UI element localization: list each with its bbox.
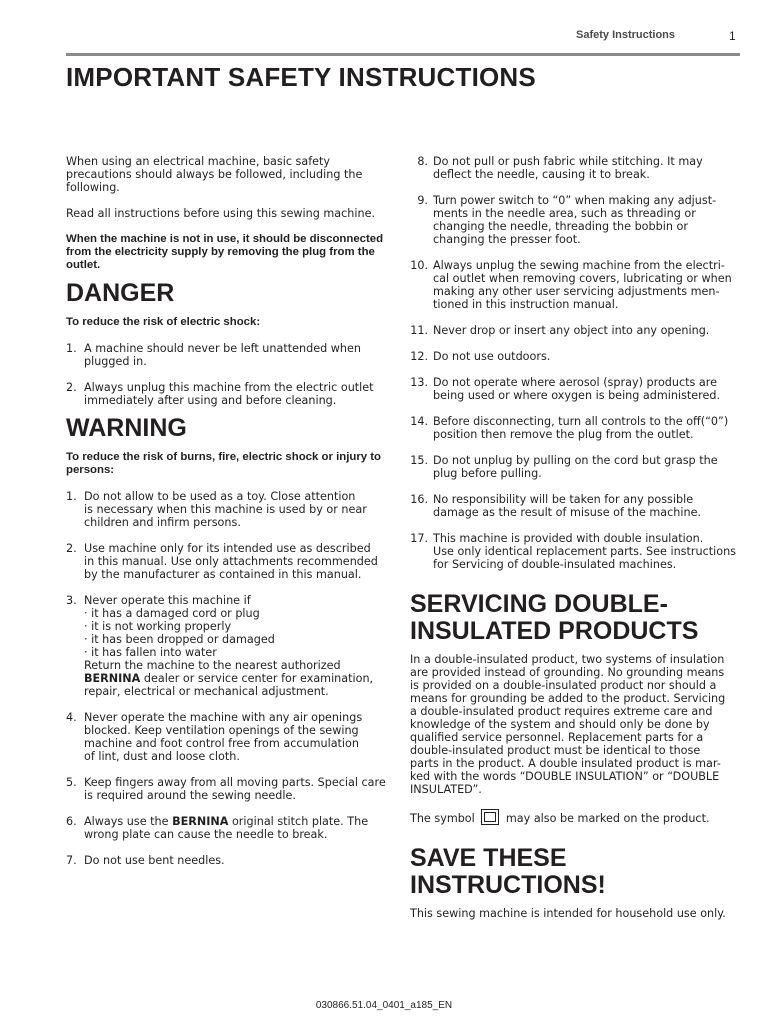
- danger-list: [66, 342, 400, 407]
- warning-item: 6. Always use the BERNINA original stitch plate. The wrong plate can cause the needle to break.: [66, 815, 369, 841]
- warning-subtitle: To reduce the risk of burns, fire, electric shock or injury to persons:: [66, 451, 382, 476]
- warning-item: 1. Do not allow to be used as a toy. Close attention is necessary when this machine is used by or near children and infirm persons.: [66, 490, 367, 529]
- warning-item: 7. Do not use bent needles.: [66, 854, 225, 867]
- warning-item: 17. This machine is provided with double insulation. Use only identical replacement parts. See instructions for Servicing of double-insulated machines.: [410, 532, 736, 571]
- servicing-heading: SERVICING DOUBLE- INSULATED PRODUCTS: [410, 590, 699, 645]
- warning-item: 13. Do not operate where aerosol (spray) products are being used or where oxygen is being administered.: [410, 376, 721, 402]
- danger-item: 1. A machine should never be left unattended when plugged in.: [66, 342, 361, 368]
- page-number: 1: [729, 29, 736, 43]
- document-code: 030866.51.04_0401_a185_EN: [315, 1000, 453, 1011]
- warning-item: 11. Never drop or insert any object into any opening.: [410, 324, 710, 337]
- danger-subtitle: To reduce the risk of electric shock:: [66, 316, 261, 328]
- warning-item: 5. Keep fingers away from all moving parts. Special care is required around the sewing needle.: [66, 776, 386, 802]
- warning-item: 3. Never operate this machine if · it has a damaged cord or plug · it is not working properly · it has been dropped or damaged · it has fallen into water Return the machine to the nearest authorized BERNINA dealer or service center for examination, repair, electrical or mechanical adjustment.: [66, 594, 374, 698]
- left-column: [66, 155, 400, 880]
- double-insulation-symbol-icon: [481, 809, 499, 825]
- intro-paragraph-2: Read all instructions before using this sewing machine.: [66, 207, 376, 220]
- save-heading: SAVE THESE INSTRUCTIONS!: [410, 844, 606, 899]
- warning-item: 2. Use machine only for its intended use as described in this manual. Use only attachments recommended by the manufacturer as contained in this manual.: [66, 542, 378, 581]
- warning-item: 10. Always unplug the sewing machine from the electri- cal outlet when removing covers, lubricating or when making any other user servicing adjustments men- tioned in this instruction manual.: [410, 259, 732, 311]
- warning-item: 8. Do not pull or push fabric while stitching. It may deflect the needle, causing it to break.: [417, 155, 703, 181]
- warning-item: 12. Do not use outdoors.: [410, 350, 551, 363]
- warning-item: 4. Never operate the machine with any air openings blocked. Keep ventilation openings of the sewing machine and foot control free from accumulation of lint, dust and loose cloth.: [66, 711, 363, 763]
- warning-item: 16. No responsibility will be taken for any possible damage as the result of misuse of the machine.: [410, 493, 702, 519]
- warning-heading: WARNING: [66, 414, 187, 442]
- danger-heading: DANGER: [66, 279, 175, 307]
- brand-name: BERNINA: [172, 815, 229, 828]
- danger-item: 2. Always unplug this machine from the electric outlet immediately after using and before cleaning.: [66, 381, 374, 407]
- warning-item: 9. Turn power switch to “0” when making any adjust- ments in the needle area, such as threading or changing the needle, threading the bobbin or changing the presser foot.: [417, 194, 717, 246]
- header-section-title: Safety Instructions: [576, 29, 676, 41]
- symbol-line: The symbol may also be marked on the product.: [410, 809, 744, 825]
- servicing-body: In a double-insulated product, two systems of insulation are provided instead of grounding. No grounding means is provided on a double-insulated product nor should a means for grounding be added to the product. Servicing a double-insulated product requires extreme care and knowledge of the system and should only be done by qualified service personnel. Replacement parts for a double-insulated product must be identical to those parts in the product. A double insulated product is mar- ked with the words “DOUBLE INSULATION” or “DOUBLE INSULATED”.: [410, 653, 726, 796]
- header-rule: [66, 53, 740, 56]
- brand-name: BERNINA: [84, 672, 141, 685]
- warning-item: 15. Do not unplug by pulling on the cord but grasp the plug before pulling.: [410, 454, 718, 480]
- save-body: This sewing machine is intended for household use only.: [410, 907, 726, 920]
- warning-item: 14. Before disconnecting, turn all controls to the off(“0”) position then remove the plug from the outlet.: [410, 415, 729, 441]
- intro-paragraph-1: When using an electrical machine, basic safety precautions should always be followed, including the following.: [66, 155, 363, 194]
- page-title: IMPORTANT SAFETY INSTRUCTIONS: [66, 62, 536, 92]
- warning-list: [66, 490, 400, 867]
- warning-list-continued: [410, 155, 744, 571]
- intro-paragraph-3: When the machine is not in use, it should be disconnected from the electricity supply by removing the plug from the outlet.: [66, 233, 384, 271]
- right-column: [410, 155, 744, 920]
